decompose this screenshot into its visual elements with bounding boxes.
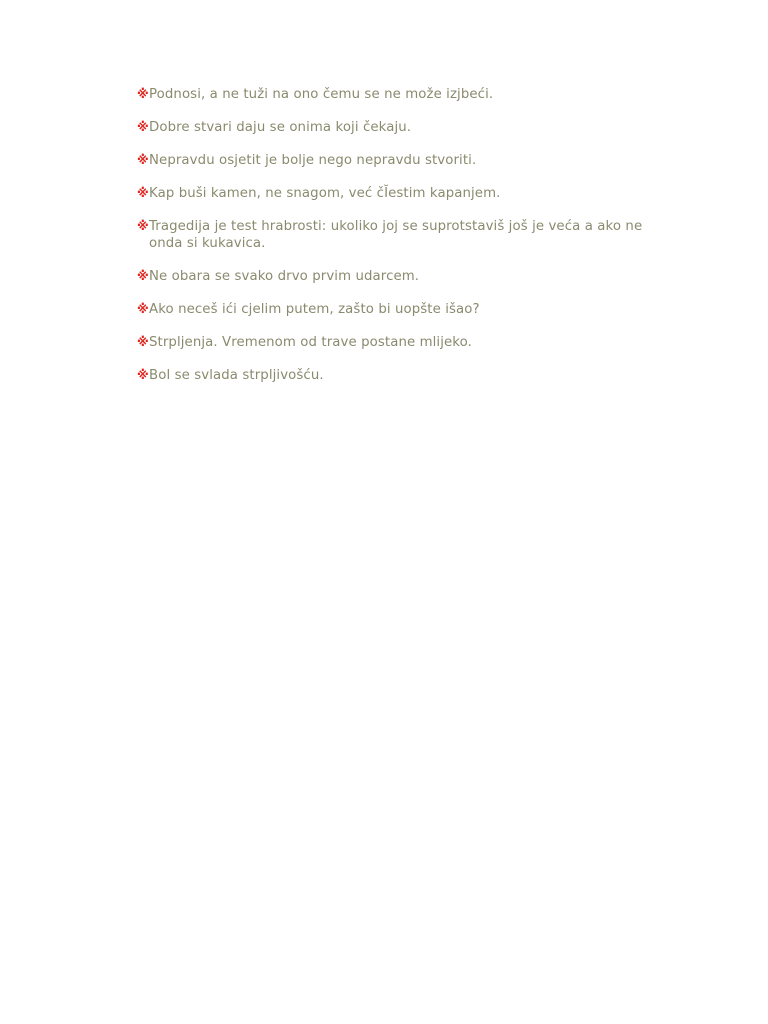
asterism-bullet-icon: ※ (137, 335, 149, 349)
list-item (137, 334, 657, 351)
quote-text: Tragedija je test hrabrosti: ukoliko joj se suprotstaviš još je veća a ako ne onda si kukavica. (149, 219, 643, 251)
list-item (137, 185, 657, 202)
asterism-bullet-icon: ※ (137, 302, 149, 316)
asterism-bullet-icon: ※ (137, 153, 149, 167)
quote-text: Nepravdu osjetit je bolje nego nepravdu stvoriti. (149, 153, 477, 168)
list-item (137, 119, 657, 136)
list-item (137, 152, 657, 169)
quote-text: Ako neceš ići cjelim putem, zašto bi uopšte išao? (149, 302, 480, 317)
list-item (137, 367, 657, 384)
quote-text: Bol se svlada strpljivošću. (149, 368, 324, 383)
list-item (137, 301, 657, 318)
quote-text: Dobre stvari daju se onima koji čekaju. (149, 120, 412, 135)
quote-text: Podnosi, a ne tuži na ono čemu se ne može izjbeći. (149, 87, 494, 102)
quote-list (137, 86, 657, 400)
asterism-bullet-icon: ※ (137, 120, 149, 134)
list-item (137, 268, 657, 285)
asterism-bullet-icon: ※ (137, 87, 149, 101)
asterism-bullet-icon: ※ (137, 186, 149, 200)
quote-text: Ne obara se svako drvo prvim udarcem. (149, 269, 420, 284)
quote-text: Kap buši kamen, ne snagom, već čĬestim kapanjem. (149, 186, 501, 201)
asterism-bullet-icon: ※ (137, 269, 149, 283)
list-item (137, 86, 657, 103)
list-item (137, 218, 657, 252)
asterism-bullet-icon: ※ (137, 219, 149, 233)
asterism-bullet-icon: ※ (137, 368, 149, 382)
quote-text: Strpljenja. Vremenom od trave postane mlijeko. (149, 335, 472, 350)
